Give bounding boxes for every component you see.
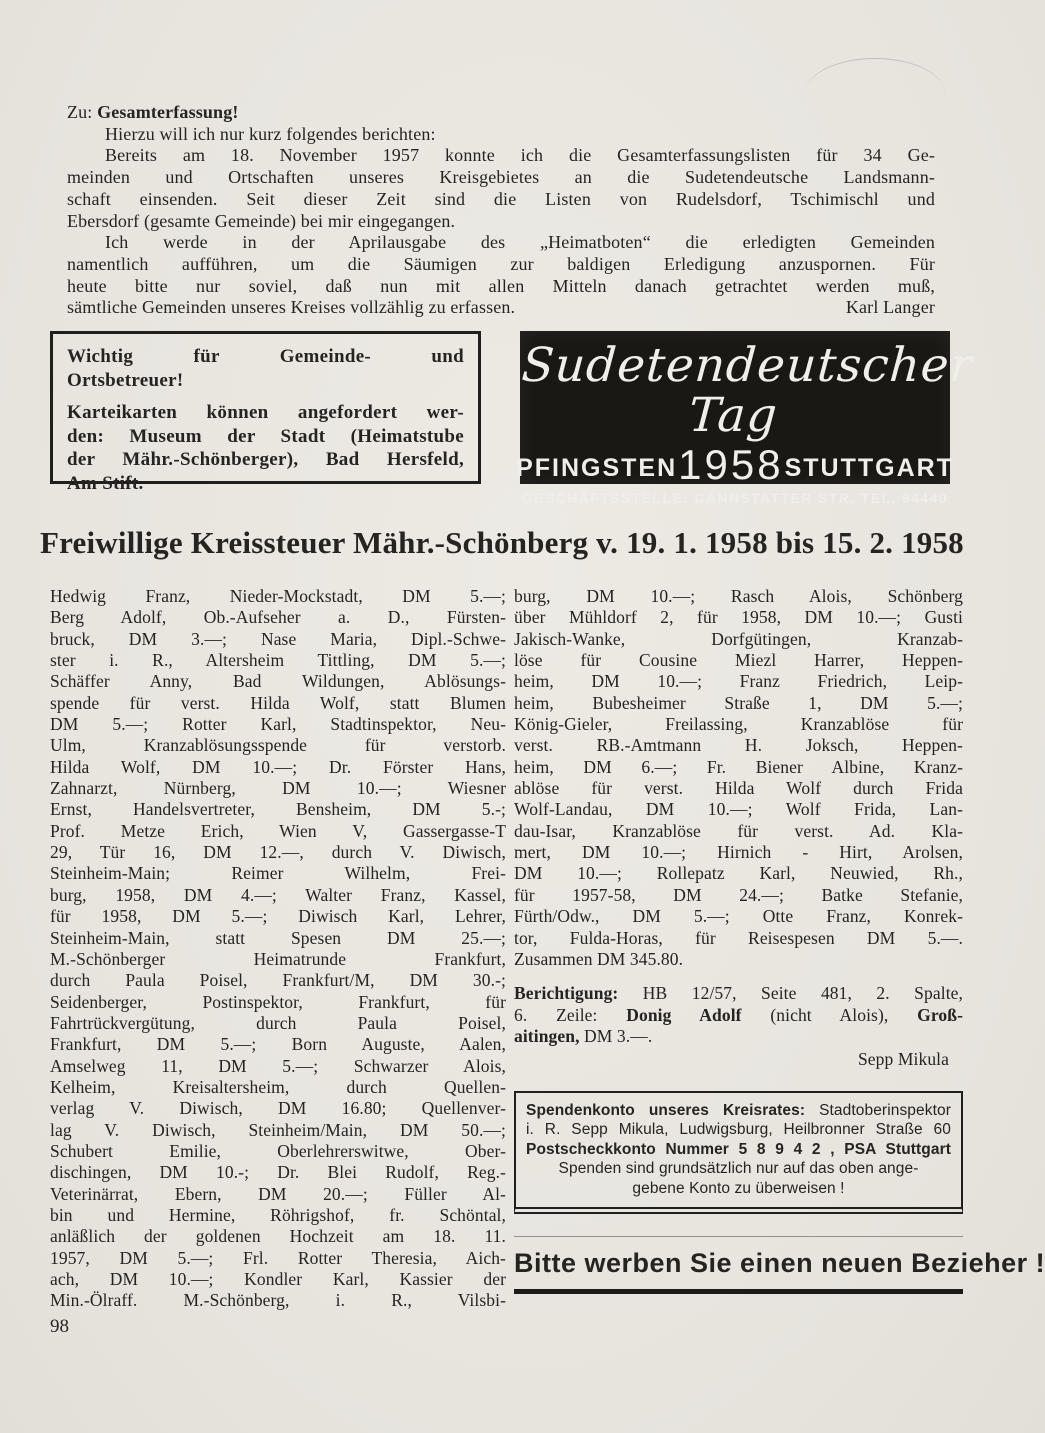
section-headline: Freiwillige Kreissteuer Mähr.-Schönberg v. 19. 1. 1958 bis 15. 2. 1958 [40, 525, 964, 560]
thin-rule [514, 1236, 963, 1237]
notice-box [50, 331, 481, 494]
ad-year: 1958 [678, 441, 784, 488]
ad-title-script: Sudetendeutscher Tag [519, 338, 976, 443]
page-number: 98 [50, 1316, 69, 1337]
donors-column-right [514, 586, 1045, 1294]
ad-pfingsten-label: PFINGSTEN [516, 454, 678, 482]
sudetendeutscher-tag-ad [516, 331, 976, 506]
intro-report-text: Zu: Gesamterfassung! Hierzu will ich nur kurz folgendes berichten: Bereits am 18. November 1957 konnte ich die Gesamterfassungslisten für 34 Ge- meinden und Ortschaften unseres Kreisgebietes an die Sudetendeutsche Landsmann- schaft einsenden. Seit dieser Zeit sind die Listen von Rudelsdorf, Tschimischl und Ebersdorf (gesamte Gemeinde) bei mir eingegangen. Ich werde in der Aprilausgabe des „Heimatboten“ die erledigten Gemeinden namentlich aufführen, um die Säumigen zur baldigen Erledigung anzuspornen. Für heute bitte nur soviel, daß nun mit allen Mitteln danach getrachtet werden muß, Karl Langer sämtliche Gemeinden unseres Kreises vollzählig zu erfassen. [67, 102, 935, 318]
signature: Sepp Mikula [857, 1049, 949, 1070]
correction-note: Berichtigung: HB 12/57, Seite 481, 2. Spalte, 6. Zeile: Donig Adolf (nicht Alois), Groß- aitingen, DM 3.—. [514, 983, 964, 1046]
notice-box-title: Wichtig für Gemeinde- und Ortsbetreuer! [67, 346, 464, 391]
ad-event-line [516, 441, 954, 488]
thick-rule [514, 1289, 963, 1294]
donors-column-left: Hedwig Franz, Nieder-Mockstadt, DM 5.—; Berg Adolf, Ob.-Aufseher a. D., Fürsten- bruck, DM 3.—; Nase Maria, Dipl.-Schwe- ster i. R., Altersheim Tittling, DM 5.—; Schäffer Anny, Bad Wildungen, Ablösungs- spende für verst. Hilda Wolf, statt Blumen DM 5.—; Rotter Karl, Stadtinspektor, Neu- Ulm, Kranzablösungsspende für verstorb. Hilda Wolf, DM 10.—; Dr. Förster Hans, Zahnarzt, Nürnberg, DM 10.—; Wiesner Ernst, Handelsvertreter, Bensheim, DM 5.-; Prof. Metze Erich, Wien V, Gassergasse-T 29, Tür 16, DM 12.—, durch V. Diwisch, Steinheim-Main; Reimer Wilhelm, Frei- burg, 1958, DM 4.—; Walter Franz, Kassel, für 1958, DM 5.—; Diwisch Karl, Lehrer, Steinheim-Main, statt Spesen DM 25.—; M.-Schönberger Heimatrunde Frankfurt, durch Paula Poisel, Frankfurt/M, DM 30.-; Seidenberger, Postinspektor, Frankfurt, für Fahrtrückvergütung, durch Paula Poisel, Frankfurt, DM 5.—; Born Auguste, Aalen, Amselweg 11, DM 5.—; Schwarzer Alois, Kelheim, Kreisaltersheim, durch Quellen- verlag V. Diwisch, DM 16.80; Quellenver- lag V. Diwisch, Steinheim/Main, DM 50.—; Schubert Emilie, Oberlehrerswitwe, Ober- dischingen, DM 10.-; Dr. Blei Rudolf, Reg.- Veterinärrat, Ebern, DM 20.—; Füller Al- bin und Hermine, Röhrigshof, fr. Schöntal, anläßlich der goldenen Hochzeit am 18. 11. 1957, DM 5.—; Frl. Rotter Theresia, Aich- ach, DM 10.—; Kondler Karl, Kassier der Min.-Ölraff. M.-Schönberg, i. R., Vilsbi- [50, 586, 506, 1311]
donors-column-right-text: burg, DM 10.—; Rasch Alois, Schönberg über Mühldorf 2, für 1958, DM 10.—; Gusti Jakisch-Wanke, Dorfgütingen, Kranzab- löse für Cousine Miezl Harrer, Heppen- heim, DM 10.—; Franz Friedrich, Leip- heim, Bubesheimer Straße 1, DM 5.—; König-Gieler, Freilassing, Kranzablöse für verst. RB.-Amtmann H. Joksch, Heppen- heim, DM 6.—; Fr. Biener Albine, Kranz- ablöse für verst. Hilda Wolf durch Frida Wolf-Landau, DM 10.—; Wolf Frida, Lan- dau-Isar, Kranzablöse für verst. Ad. Kla- mert, DM 10.—; Hirnich - Hirt, Arolsen, DM 10.—; Rollepatz Karl, Neuwied, Rh., für 1957-58, DM 24.—; Batke Stefanie, Fürth/Odw., DM 5.—; Otte Franz, Konrek- tor, Fulda-Horas, für Reisespesen DM 5.—. Zusammen DM 345.80. [514, 586, 963, 969]
ad-office-line: GESCHÄFTSSTELLE: CANNSTATTER STR. TEL. 94440 [522, 490, 948, 506]
subscriber-appeal: Bitte werben Sie einen neuen Bezieher ! [514, 1248, 1045, 1279]
donation-account-box: Spendenkonto unseres Kreisrates: Stadtoberinspektor i. R. Sepp Mikula, Ludwigsburg, Heilbronner Straße 60 Postscheckkonto Nummer 5 8 9 4 2 , PSA Stuttgart Spenden sind grundsätzlich nur auf das oben ange- gebene Konto zu überweisen ! [514, 1091, 963, 1215]
ad-stuttgart-label: STUTTGART [784, 454, 954, 482]
notice-box-body: Karteikarten können angefordert wer- den: Museum der Stadt (Heimatstube der Mähr.-Schönberger), Bad Hersfeld, Am Stift. [67, 402, 464, 494]
